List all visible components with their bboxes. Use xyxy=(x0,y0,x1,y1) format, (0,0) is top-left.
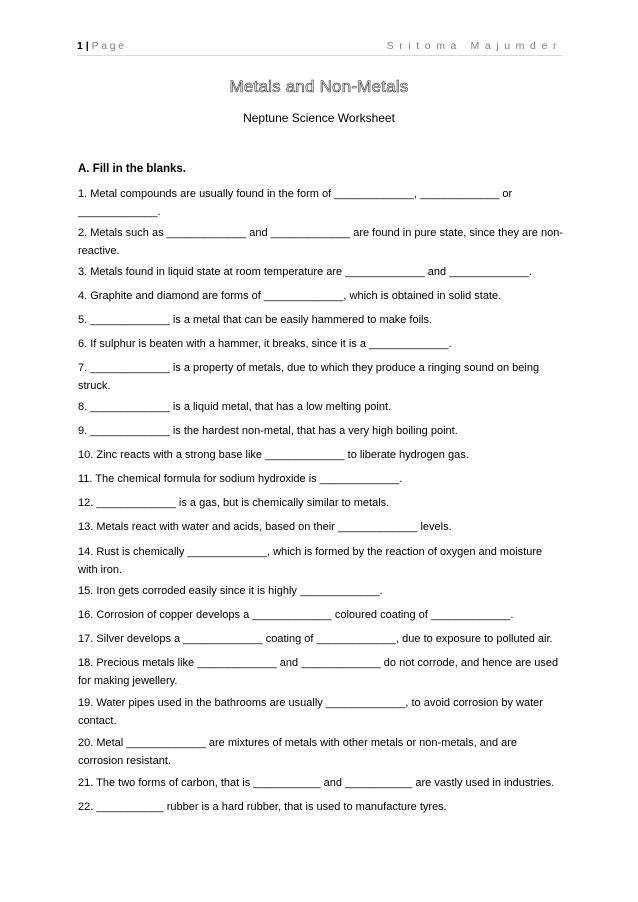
question-18: 18. Precious metals like _____________ and _____________ do not corrode, and hence are used for making jewellery. xyxy=(78,657,559,687)
question-21: 21. The two forms of carbon, that is ___________ and ___________ are vastly used in industries. xyxy=(78,777,555,789)
page-word: Page xyxy=(91,40,127,52)
question-9: 9. _____________ is the hardest non-metal, that has a very high boiling point. xyxy=(78,425,458,437)
document-subtitle: Neptune Science Worksheet xyxy=(243,111,395,125)
question-4: 4. Graphite and diamond are forms of _____________, which is obtained in solid state. xyxy=(78,290,502,302)
question-2: 2. Metals such as _____________ and _____________ are found in pure state, since they are non-reactive. xyxy=(78,227,563,257)
question-10: 10. Zinc reacts with a strong base like _____________ to liberate hydrogen gas. xyxy=(78,449,469,461)
question-1: 1. Metal compounds are usually found in the form of _____________, _____________ or _____________. xyxy=(78,188,513,218)
question-3: 3. Metals found in liquid state at room temperature are _____________ and _____________. xyxy=(78,266,532,278)
question-19: 19. Water pipes used in the bathrooms are usually _____________, to avoid corrosion by water contact. xyxy=(78,697,543,727)
author-name: Sritoma Majumder xyxy=(386,40,562,52)
question-12: 12. _____________ is a gas, but is chemically similar to metals. xyxy=(78,497,390,509)
question-14: 14. Rust is chemically _____________, which is formed by the reaction of oxygen and moisture with iron. xyxy=(78,546,543,576)
question-20: 20. Metal _____________ are mixtures of metals with other metals or non-metals, and are corrosion resistant. xyxy=(78,737,518,767)
question-13: 13. Metals react with water and acids, based on their _____________ levels. xyxy=(78,521,452,533)
question-11: 11. The chemical formula for sodium hydroxide is _____________. xyxy=(78,473,403,485)
header-separator: | xyxy=(85,40,89,52)
question-16: 16. Corrosion of copper develops a _____________ coloured coating of _____________. xyxy=(78,609,514,621)
question-22: 22. ___________ rubber is a hard rubber, that is used to manufacture tyres. xyxy=(78,801,447,813)
question-8: 8. _____________ is a liquid metal, that has a low melting point. xyxy=(78,401,392,413)
document-title: Metals and Non-Metals xyxy=(229,77,409,96)
question-7: 7. _____________ is a property of metals, due to which they produce a ringing sound on being struck. xyxy=(78,362,540,392)
question-17: 17. Silver develops a _____________ coating of _____________, due to exposure to polluted air. xyxy=(78,633,553,645)
page-header xyxy=(77,40,562,54)
page-number: 1 xyxy=(77,40,83,52)
page-indicator xyxy=(77,40,127,52)
question-15: 15. Iron gets corroded easily since it is highly _____________. xyxy=(78,585,383,597)
question-6: 6. If sulphur is beaten with a hammer, it breaks, since it is a _____________. xyxy=(78,338,452,350)
header-divider xyxy=(77,55,562,56)
section-heading: A. Fill in the blanks. xyxy=(78,163,186,175)
question-5: 5. _____________ is a metal that can be easily hammered to make foils. xyxy=(78,314,433,326)
